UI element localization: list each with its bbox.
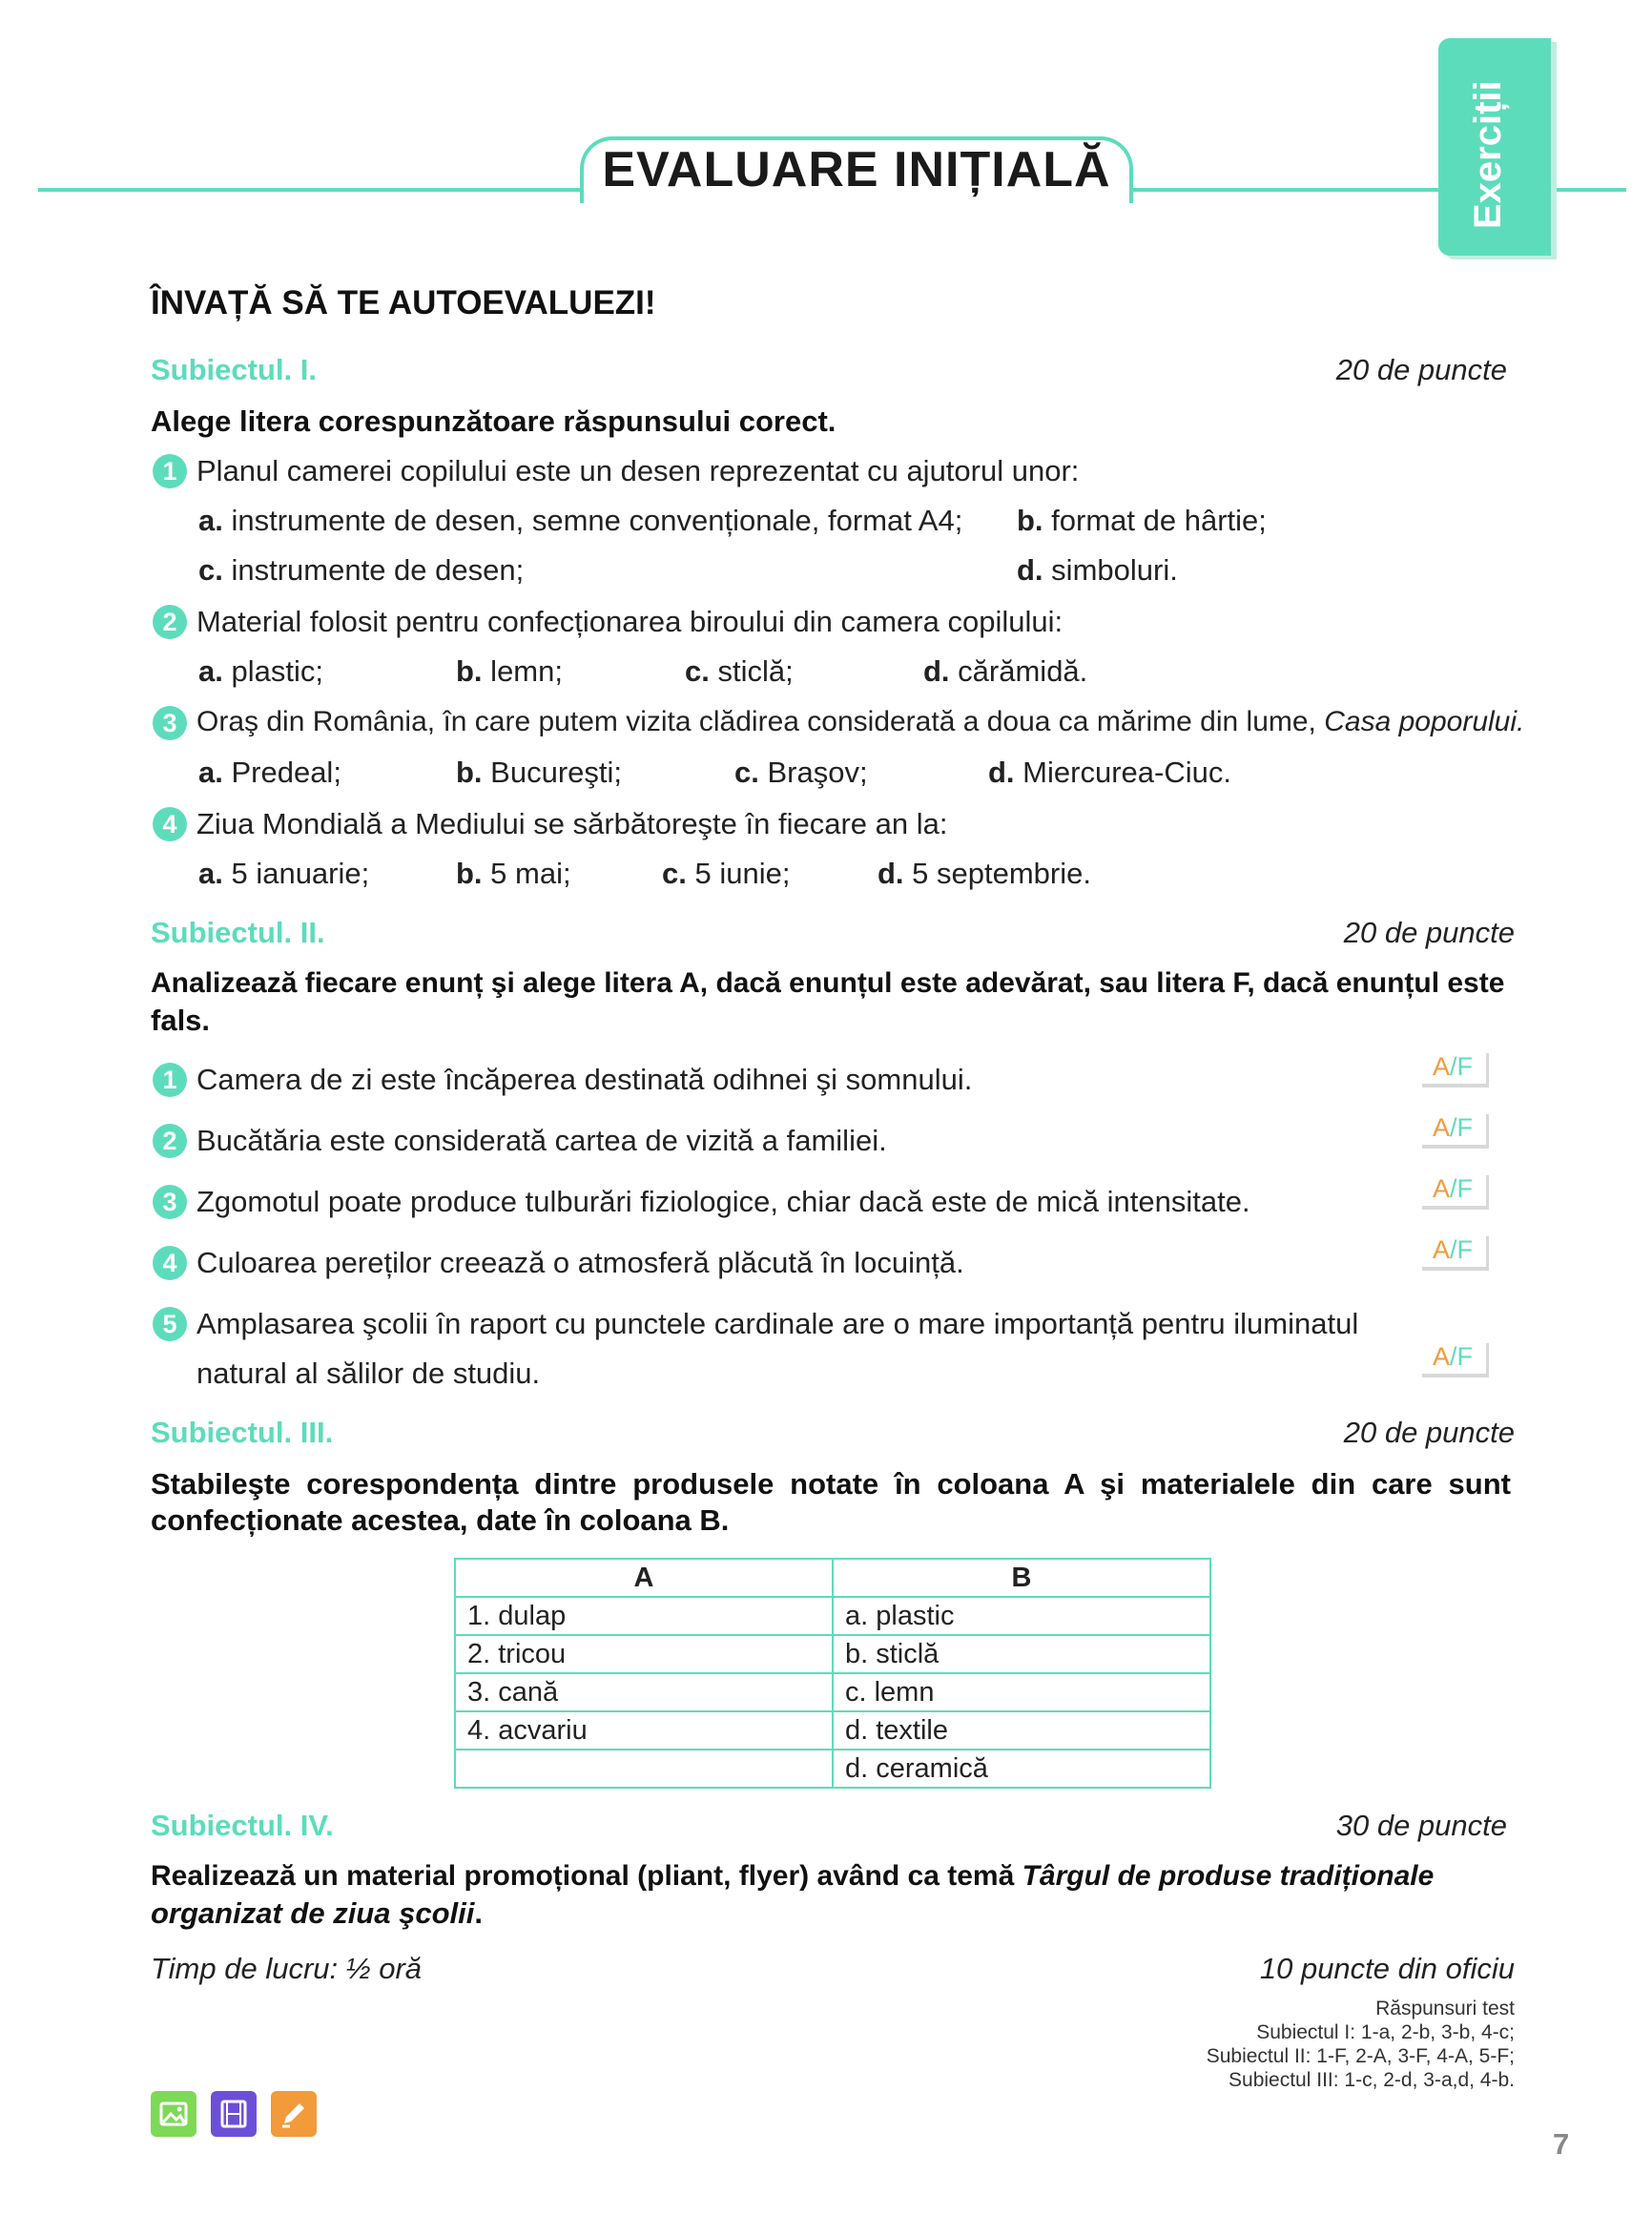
option-text: Miercurea-Ciuc. (1014, 756, 1231, 789)
subject-4-instruction-line2 (151, 1896, 483, 1931)
column-a-cell: 1. dulap (455, 1597, 833, 1635)
column-b-cell: d. ceramică (833, 1750, 1210, 1788)
column-a-cell: 3. cană (455, 1673, 833, 1711)
subject-4-instruction-text: Realizează un material promoțional (pliant, flyer) având ca temă (151, 1860, 1022, 1892)
subject-3-instruction-line1: Stabileşte corespondența dintre produsele notate în coloana A şi materialele din care sunt (151, 1467, 1511, 1501)
column-b-header: B (833, 1559, 1210, 1597)
statement-number-badge: 1 (153, 1063, 187, 1097)
false-letter: F (1456, 1235, 1474, 1264)
option-letter: a. (198, 756, 223, 789)
option-text: sticlă; (709, 654, 794, 688)
question-number-badge: 3 (153, 706, 187, 740)
subject-4-instruction-end: . (474, 1896, 483, 1930)
page-title: EVALUARE INIȚIALĂ (602, 142, 1111, 197)
matching-table (454, 1558, 1211, 1789)
column-a-cell (455, 1750, 833, 1788)
statement-5-text-line2: natural al sălilor de studiu. (196, 1357, 541, 1390)
option-text: 5 mai; (482, 857, 571, 890)
subject-4-label: Subiectul. IV. (151, 1809, 334, 1842)
table-row (455, 1597, 1210, 1635)
option-letter: b. (456, 654, 483, 688)
statement-2-text: Bucătăria este considerată cartea de vizită a familiei. (196, 1124, 887, 1157)
slash: / (1450, 1342, 1457, 1371)
question-number-badge: 1 (153, 454, 187, 488)
subject-1-instruction: Alege litera corespunzătoare răspunsului corect. (151, 404, 836, 438)
option-letter: a. (198, 857, 223, 890)
option-2d (923, 654, 1087, 689)
table-header-row (455, 1559, 1210, 1597)
page-number: 7 (1553, 2127, 1570, 2161)
option-letter: a. (198, 654, 223, 688)
column-a-cell: 4. acvariu (455, 1711, 833, 1750)
option-3c (734, 756, 868, 790)
true-letter: A (1432, 1113, 1450, 1142)
column-b-cell: a. plastic (833, 1597, 1210, 1635)
answers-title: Răspunsuri test (1375, 1998, 1515, 2019)
section-heading: ÎNVAȚĂ SĂ TE AUTOEVALUEZI! (151, 284, 656, 321)
option-4b (456, 857, 571, 891)
statement-3-text: Zgomotul poate produce tulburări fiziologice, chiar dacă este de mică intensitate. (196, 1185, 1250, 1218)
true-false-box[interactable] (1419, 1110, 1486, 1145)
subject-2-instruction-line2: fals. (151, 1004, 211, 1037)
option-letter: c. (198, 553, 223, 587)
option-1b (1017, 504, 1267, 538)
column-b-cell: c. lemn (833, 1673, 1210, 1711)
option-text: Predeal; (222, 756, 341, 789)
false-letter: F (1456, 1342, 1474, 1371)
office-points: 10 puncte din oficiu (1259, 1952, 1515, 1985)
slash: / (1450, 1113, 1457, 1142)
option-text: format de hârtie; (1043, 504, 1267, 537)
subject-2-instruction-line1: Analizează fiecare enunț şi alege litera A, dacă enunțul este adevărat, sau litera F, dacă enunțul este (151, 967, 1505, 999)
option-1d (1017, 553, 1178, 588)
option-4c (662, 857, 790, 891)
statement-5-text-line1: Amplasarea şcolii în raport cu punctele cardinale are o mare importanță pentru iluminatul (196, 1307, 1359, 1340)
image-icon[interactable] (151, 2091, 196, 2137)
question-4-text: Ziua Mondială a Mediului se sărbătoreşte în fiecare an la: (196, 807, 948, 840)
subject-4-points: 30 de puncte (1335, 1809, 1507, 1842)
option-2a (198, 654, 323, 689)
subject-1-label: Subiectul. I. (151, 353, 317, 386)
question-3-text (196, 706, 1524, 738)
subject-4-instruction-line1 (151, 1860, 1434, 1893)
statement-number-badge: 4 (153, 1246, 187, 1280)
option-1a (198, 504, 962, 538)
answers-subject-1: Subiectul I: 1-a, 2-b, 3-b, 4-c; (1256, 2021, 1515, 2043)
statement-number-badge: 2 (153, 1124, 187, 1158)
true-letter: A (1432, 1052, 1450, 1081)
option-3b (456, 756, 622, 790)
question-number-badge: 2 (153, 605, 187, 639)
slash: / (1450, 1052, 1457, 1081)
statement-1-text: Camera de zi este încăperea destinată odihnei şi somnului. (196, 1063, 973, 1096)
option-text: cărămidă. (949, 654, 1088, 688)
subject-3-label: Subiectul. III. (151, 1416, 334, 1449)
statement-4-text: Culoarea pereților creează o atmosferă plăcută în locuință. (196, 1246, 964, 1279)
option-text: instrumente de desen; (222, 553, 525, 587)
true-letter: A (1432, 1174, 1450, 1203)
subject-4-instruction-italic: Târgul de produse tradiționale (1022, 1860, 1435, 1892)
question-3-text-main: Oraş din România, în care putem vizita clădirea considerată a doua ca mărime din lume, (196, 706, 1325, 737)
option-text: 5 iunie; (686, 857, 791, 890)
film-icon[interactable] (211, 2091, 257, 2137)
true-false-box[interactable] (1419, 1171, 1486, 1206)
option-letter: a. (198, 504, 223, 537)
true-false-box[interactable] (1419, 1049, 1486, 1084)
option-3a (198, 756, 341, 790)
option-letter: b. (1017, 504, 1043, 537)
subject-1-points: 20 de puncte (1335, 353, 1507, 386)
option-letter: b. (456, 756, 483, 789)
option-2c (685, 654, 794, 689)
option-letter: c. (734, 756, 759, 789)
option-letter: b. (456, 857, 483, 890)
answers-subject-3: Subiectul III: 1-c, 2-d, 3-a,d, 4-b. (1229, 2069, 1515, 2091)
question-2-text: Material folosit pentru confecționarea biroului din camera copilului: (196, 605, 1063, 638)
option-1c (198, 553, 524, 588)
side-tab-exercitii[interactable] (1438, 38, 1551, 256)
image-icon-glyph (151, 2091, 196, 2137)
table-row (455, 1673, 1210, 1711)
slash: / (1450, 1174, 1457, 1203)
pencil-icon-glyph (271, 2091, 317, 2137)
true-letter: A (1432, 1342, 1450, 1371)
option-text: 5 ianuarie; (222, 857, 370, 890)
table-row (455, 1750, 1210, 1788)
subject-2-label: Subiectul. II. (151, 916, 325, 949)
false-letter: F (1456, 1052, 1474, 1081)
option-letter: c. (662, 857, 687, 890)
column-a-cell: 2. tricou (455, 1635, 833, 1673)
question-3-text-italic: Casa poporului. (1324, 706, 1525, 737)
statement-number-badge: 5 (153, 1307, 187, 1341)
true-false-box[interactable] (1419, 1232, 1486, 1267)
option-text: lemn; (482, 654, 563, 688)
slash: / (1450, 1235, 1457, 1264)
false-letter: F (1456, 1174, 1474, 1203)
side-tab-label: Exerciții (1467, 80, 1509, 229)
option-text: Braşov; (758, 756, 868, 789)
pencil-icon[interactable] (271, 2091, 317, 2137)
true-letter: A (1432, 1235, 1450, 1264)
subject-3-points: 20 de puncte (1343, 1416, 1515, 1449)
question-number-badge: 4 (153, 807, 187, 841)
option-letter: c. (685, 654, 710, 688)
option-text: plastic; (222, 654, 323, 688)
column-a-header: A (455, 1559, 833, 1597)
option-text: simboluri. (1043, 553, 1178, 587)
table-row (455, 1635, 1210, 1673)
question-1-text: Planul camerei copilului este un desen reprezentat cu ajutorul unor: (196, 454, 1080, 487)
option-2b (456, 654, 563, 689)
option-letter: d. (988, 756, 1015, 789)
film-icon-glyph (211, 2091, 257, 2137)
column-b-cell: d. textile (833, 1711, 1210, 1750)
option-text: 5 septembrie. (903, 857, 1091, 890)
false-letter: F (1456, 1113, 1474, 1142)
subject-3-instruction-line2: confecționate acestea, date în coloana B. (151, 1503, 730, 1537)
column-b-cell: b. sticlă (833, 1635, 1210, 1673)
working-time: Timp de lucru: ½ oră (151, 1952, 423, 1985)
option-3d (988, 756, 1231, 790)
option-letter: d. (923, 654, 950, 688)
option-text: Bucureşti; (482, 756, 623, 789)
table-row (455, 1711, 1210, 1750)
option-letter: d. (1017, 553, 1043, 587)
subject-4-instruction-italic-2: organizat de ziua şcolii (151, 1896, 475, 1930)
subject-2-points: 20 de puncte (1343, 916, 1515, 949)
true-false-box[interactable] (1419, 1339, 1486, 1374)
answers-subject-2: Subiectul II: 1-F, 2-A, 3-F, 4-A, 5-F; (1206, 2045, 1515, 2067)
statement-number-badge: 3 (153, 1185, 187, 1219)
option-4d (878, 857, 1091, 891)
option-letter: d. (878, 857, 904, 890)
option-4a (198, 857, 369, 891)
option-text: instrumente de desen, semne convenționale, format A4; (222, 504, 963, 537)
